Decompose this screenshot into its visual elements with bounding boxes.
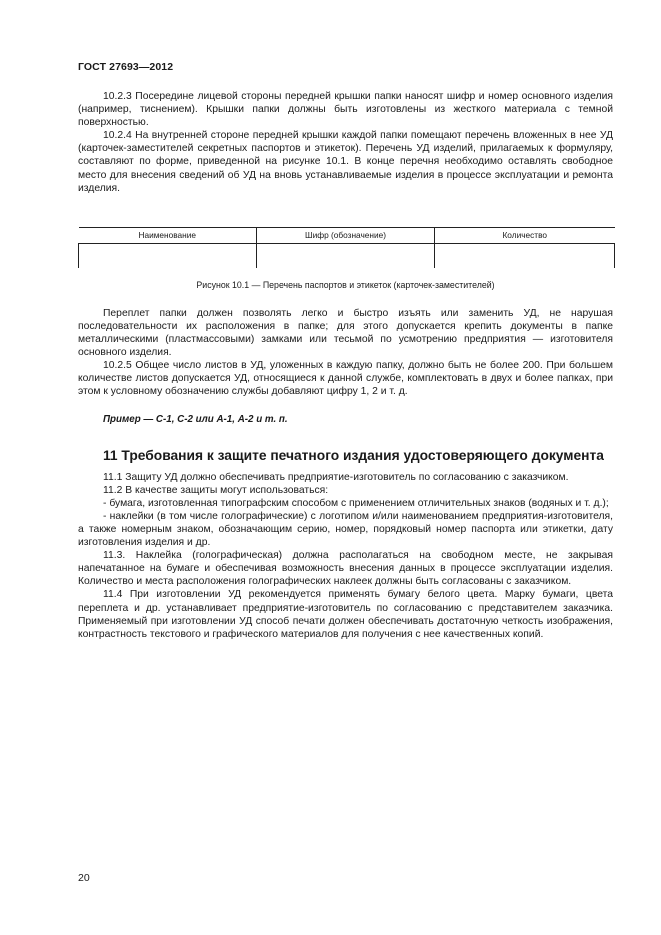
paragraph-10-2-3: 10.2.3 Посередине лицевой стороны передней крышки папки наносят шифр и номер основного изделия (например, тиснением). Крышки папки должны быть изготовлены из жесткого материала с темной поверхностью. bbox=[78, 91, 613, 129]
list-item-paper: - бумага, изготовленная типографским способом с применением отличительных знаков (водяных и т. д.); bbox=[103, 497, 609, 509]
figure-caption: Рисунок 10.1 — Перечень паспортов и этикеток (карточек-заместителей) bbox=[196, 279, 495, 290]
paragraph-11-4: 11.4 При изготовлении УД рекомендуется применять бумагу белого цвета. Марку бумаги, цвета переплета и др. устанавливает предприятие-изготовитель по согласованию с представителем заказчика. Применяемый при изготовлении УД способ печати должен обеспечивать достаточную четкость изображения, контрастность текстового и графического материалов для получения с нее качественных копий. bbox=[78, 589, 613, 640]
table-cell bbox=[435, 243, 615, 268]
column-header-name: Наименование bbox=[79, 227, 257, 243]
table-cell bbox=[79, 243, 257, 268]
paragraph-10-2-5: 10.2.5 Общее число листов в УД, уложенных в каждую папку, должно быть не более 200. При большем количестве листов допускается УД, относящиеся к данной службе, комплектовать в двух и более папках, при этом к условному обозначению службы добавляют цифру 1, 2 и т. д. bbox=[78, 360, 613, 398]
table-cell bbox=[257, 243, 435, 268]
paragraph-11-3: 11.3. Наклейка (голографическая) должна располагаться на свободном месте, не закрывая напечатанное на бумаге и обеспечивая возможность внесения данных в процессе эксплуатации изделия. Количество и места расположения голографических наклеек должны быть согласованы с заказчиком. bbox=[78, 550, 613, 588]
document-body bbox=[78, 90, 613, 641]
column-header-code: Шифр (обозначение) bbox=[257, 227, 435, 243]
list-item-stickers: - наклейки (в том числе голографические) с логотипом и/или наименованием предприятия-изготовителя, а также номерным знаком, обозначающим серию, номер, порядковый номер паспорта или этикетки, дату изготовления изделия и др. bbox=[78, 510, 613, 549]
column-header-quantity: Количество bbox=[435, 227, 615, 243]
example-note: Пример — С-1, С-2 или А-1, А-2 и т. п. bbox=[103, 413, 288, 425]
paragraph-binding: Переплет папки должен позволять легко и быстро изъять или заменить УД, не нарушая последовательности их расположения в папке; для этого допускается крепить документы в папке металлическими (пластмассовыми) замками или тесьмой по усмотрению предприятия — изготовителя основного изделия. bbox=[78, 307, 613, 359]
paragraph-10-2-4: 10.2.4 На внутренней стороне передней крышки каждой папки помещают перечень вложенных в нее УД (карточек-заместителей секретных паспортов и этикеток). Перечень УД изделий, прилагаемых к формуляру, составляют по форме, приведенной на рисунке 10.1. В конце перечня необходимо оставлять свободное место для внесения сведений об УД на вновь устанавливаемые изделия в процессе эксплуатации и ремонта изделия. bbox=[78, 130, 613, 194]
paragraph-11-2: 11.2 В качестве защиты могут использоваться: bbox=[103, 484, 329, 496]
section-title: 11 Требования к защите печатного издания удостоверяющего документа bbox=[103, 447, 604, 463]
figure-10-1-table bbox=[78, 227, 615, 268]
paragraph-11-1: 11.1 Защиту УД должно обеспечивать предприятие-изготовитель по согласованию с заказчиком. bbox=[103, 471, 569, 483]
document-header: ГОСТ 27693—2012 bbox=[78, 61, 174, 73]
page-number: 20 bbox=[78, 872, 90, 884]
